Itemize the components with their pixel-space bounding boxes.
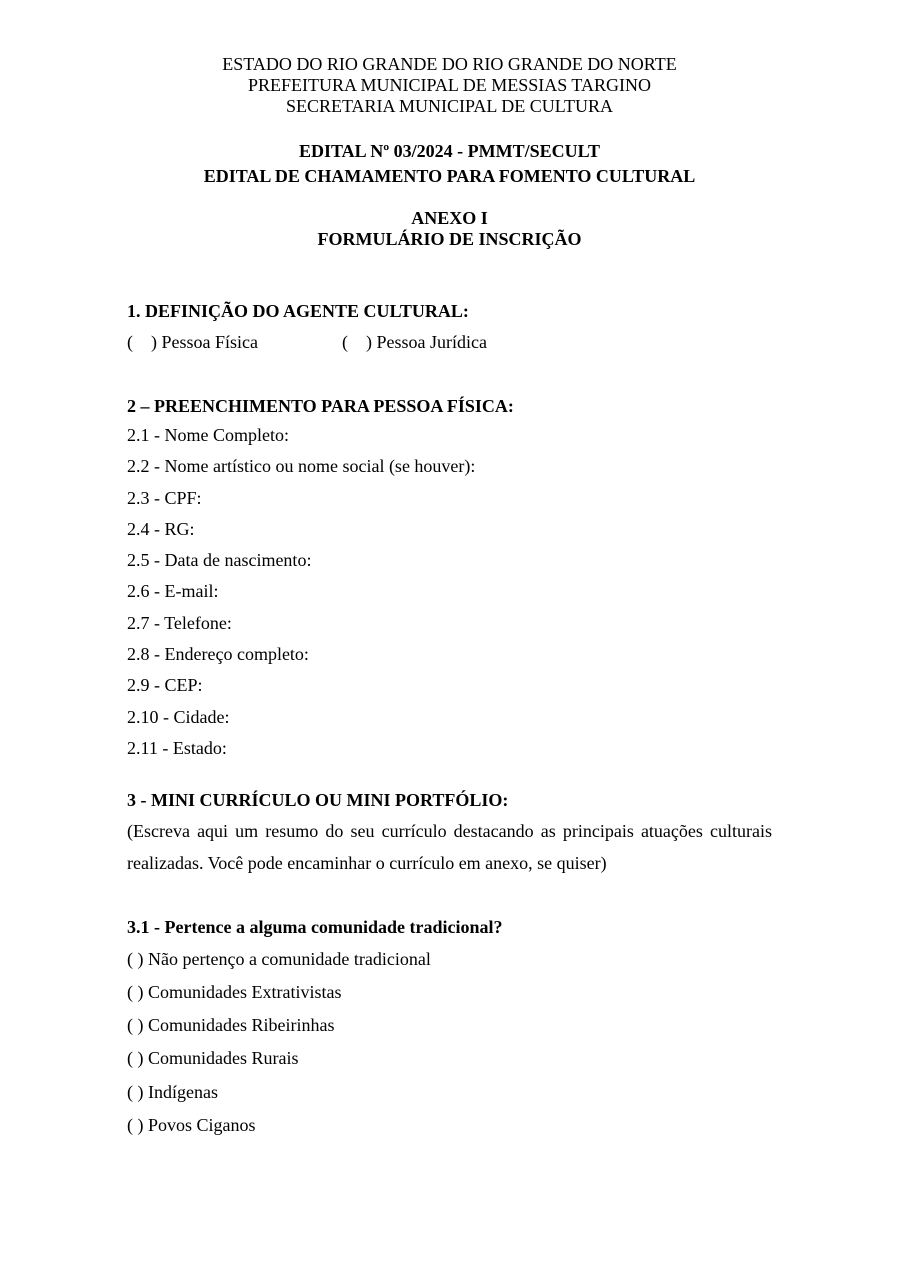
field-rg: 2.4 - RG:: [127, 518, 195, 539]
field-cep: 2.9 - CEP:: [127, 675, 203, 696]
community-option-list: [127, 943, 772, 1142]
option-nao-pertenco: ( ) Não pertenço a comunidade tradicional: [127, 948, 431, 969]
letterhead: [127, 54, 772, 117]
section2-field-list: [127, 420, 772, 764]
anexo-heading: [127, 208, 772, 250]
field-estado: 2.11 - Estado:: [127, 737, 227, 758]
agent-type-options: [127, 332, 772, 353]
section3-1-title: 3.1 - Pertence a alguma comunidade tradicional?: [127, 916, 503, 937]
option-comunidades-extrativistas: ( ) Comunidades Extrativistas: [127, 982, 342, 1003]
form-title: FORMULÁRIO DE INSCRIÇÃO: [317, 229, 582, 249]
option-pessoa-fisica: ( ) Pessoa Física: [127, 332, 258, 352]
option-pessoa-juridica: ( ) Pessoa Jurídica: [342, 332, 487, 352]
section3-description: (Escreva aqui um resumo do seu currículo destacando as principais atuações culturais realizadas. Você pode encaminhar o currículo em anexo, se quiser): [127, 821, 772, 873]
option-comunidades-ribeirinhas: ( ) Comunidades Ribeirinhas: [127, 1015, 335, 1036]
letterhead-line-prefeitura: PREFEITURA MUNICIPAL DE MESSIAS TARGINO: [248, 75, 651, 95]
option-povos-ciganos: ( ) Povos Ciganos: [127, 1114, 256, 1135]
edital-subtitle-line: EDITAL DE CHAMAMENTO PARA FOMENTO CULTURAL: [203, 166, 696, 186]
edital-number-line: EDITAL Nº 03/2024 - PMMT/SECULT: [299, 141, 600, 161]
field-cpf: 2.3 - CPF:: [127, 487, 202, 508]
field-endereco: 2.8 - Endereço completo:: [127, 644, 309, 665]
anexo-label: ANEXO I: [411, 208, 488, 228]
field-nome-artistico: 2.2 - Nome artístico ou nome social (se houver):: [127, 456, 476, 477]
field-nome-completo: 2.1 - Nome Completo:: [127, 425, 289, 445]
field-telefone: 2.7 - Telefone:: [127, 612, 232, 633]
letterhead-line-secretaria: SECRETARIA MUNICIPAL DE CULTURA: [285, 96, 614, 116]
option-comunidades-rurais: ( ) Comunidades Rurais: [127, 1048, 299, 1069]
section3-title: 3 - MINI CURRÍCULO OU MINI PORTFÓLIO:: [127, 790, 509, 811]
section1-title: 1. DEFINIÇÃO DO AGENTE CULTURAL:: [127, 301, 469, 321]
edital-heading: [127, 139, 772, 189]
section2-title: 2 – PREENCHIMENTO PARA PESSOA FÍSICA:: [127, 396, 514, 416]
letterhead-line-state: ESTADO DO RIO GRANDE DO RIO GRANDE DO NORTE: [222, 54, 677, 74]
field-email: 2.6 - E-mail:: [127, 581, 219, 602]
field-cidade: 2.10 - Cidade:: [127, 706, 230, 727]
option-indigenas: ( ) Indígenas: [127, 1081, 218, 1102]
field-data-nascimento: 2.5 - Data de nascimento:: [127, 550, 312, 571]
